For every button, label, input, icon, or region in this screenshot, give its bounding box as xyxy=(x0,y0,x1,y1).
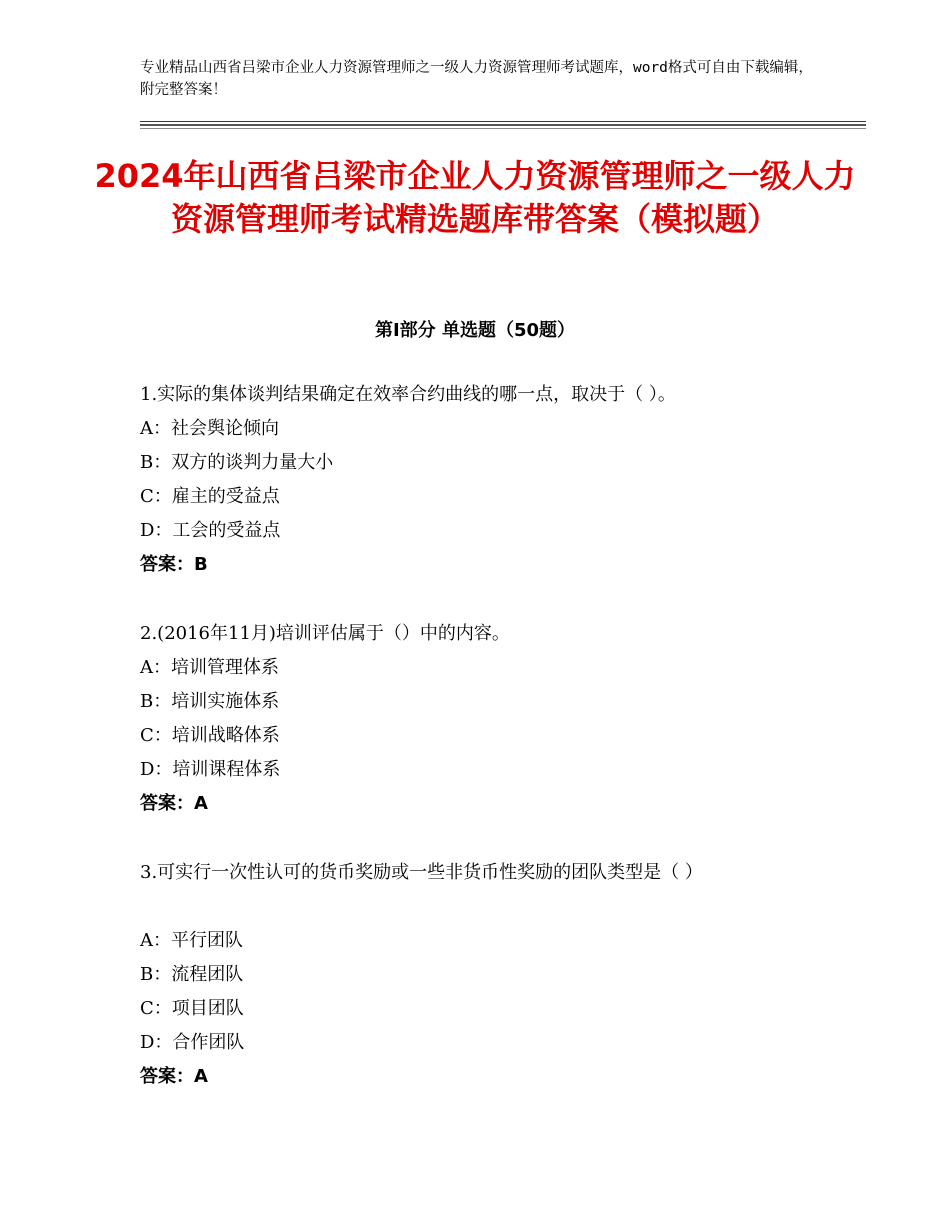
header-rule xyxy=(140,121,866,122)
option-a: A：培训管理体系 xyxy=(140,657,279,678)
option-d: D：工会的受益点 xyxy=(140,520,281,541)
question-1 xyxy=(140,378,840,582)
answer: 答案：A xyxy=(140,1066,208,1087)
option-c: C：雇主的受益点 xyxy=(140,486,280,507)
question-2 xyxy=(140,617,840,821)
option-a: A：平行团队 xyxy=(140,930,243,951)
option-c: C：项目团队 xyxy=(140,998,244,1019)
question-text: 1.实际的集体谈判结果确定在效率合约曲线的哪一点，取决于（ ）。 xyxy=(140,384,676,405)
option-d: D：合作团队 xyxy=(140,1032,245,1053)
option-d: D：培训课程体系 xyxy=(140,759,281,780)
header-note: 专业精品山西省吕梁市企业人力资源管理师之一级人力资源管理师考试题库，word格式可自由下载编辑，附完整答案！ xyxy=(140,60,813,98)
option-b: B：双方的谈判力量大小 xyxy=(140,452,334,473)
question-3 xyxy=(140,856,840,1094)
section-title: 第Ⅰ部分 单选题（50题） xyxy=(374,320,575,341)
header-rule xyxy=(140,128,866,129)
option-b: B：培训实施体系 xyxy=(140,691,280,712)
answer: 答案：A xyxy=(140,793,208,814)
option-a: A：社会舆论倾向 xyxy=(140,418,279,439)
option-c: C：培训战略体系 xyxy=(140,725,280,746)
option-b: B：流程团队 xyxy=(140,964,244,985)
question-text: 3.可实行一次性认可的货币奖励或一些非货币性奖励的团队类型是（ ） xyxy=(140,862,703,883)
header-rule xyxy=(140,124,866,126)
document-title: 2024年山西省吕梁市企业人力资源管理师之一级人力资源管理师考试精选题库带答案（模拟题） xyxy=(94,157,856,238)
answer: 答案：B xyxy=(140,554,208,575)
question-text: 2.(2016年11月)培训评估属于（）中的内容。 xyxy=(140,623,510,644)
